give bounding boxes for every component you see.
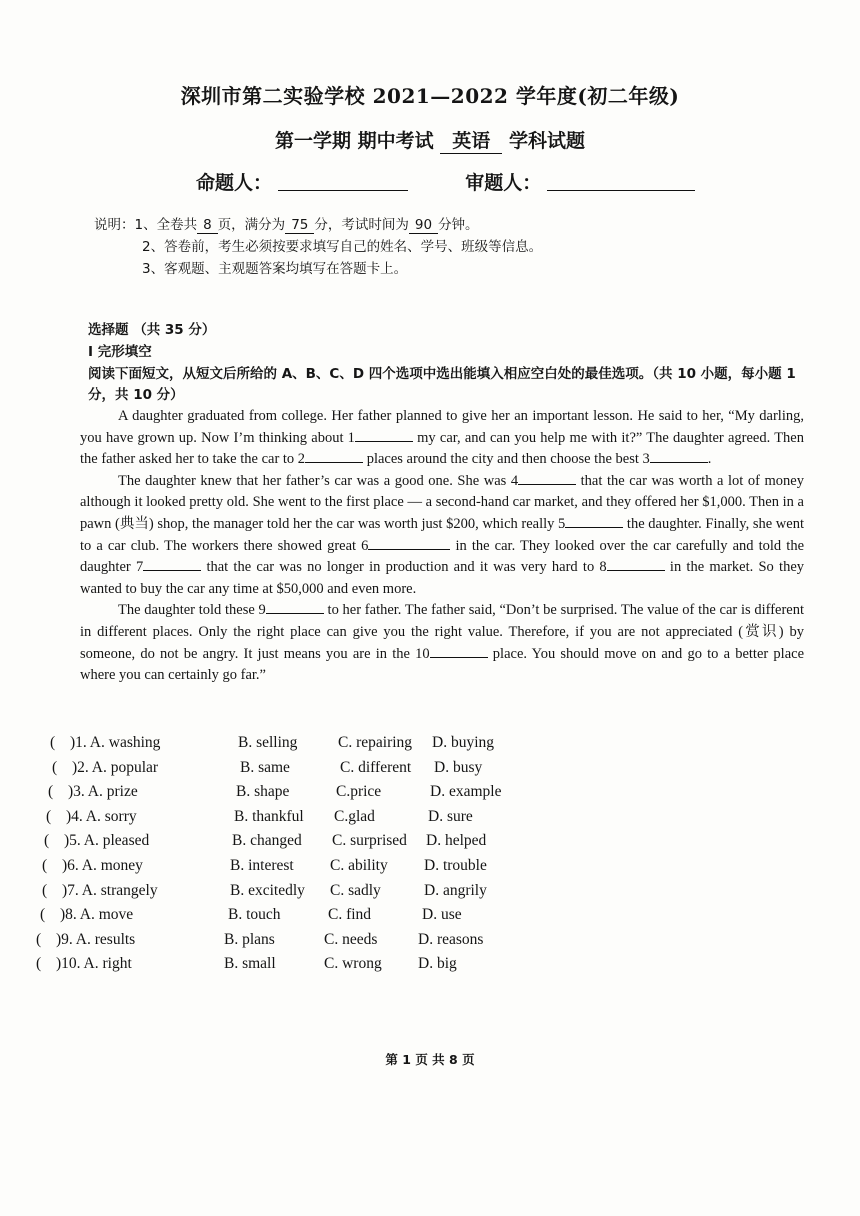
note-1-text: 说明：1、全卷共 [94,217,198,233]
passage-text: places around the city and then choose the best 3 [363,451,650,468]
option-a: )9. A. results [56,930,136,948]
option-c: C. wrong [324,955,382,973]
option-c: C. needs [324,930,378,948]
passage-text: in the car. They looked over the car carefully and told the daughter 7 [80,537,804,576]
option-c: C. find [328,906,372,924]
option-c: C.price [336,783,382,801]
note-1-text-c: 分，考试时间为 [314,217,409,233]
option-row [48,783,502,808]
exam-title: 深圳市第二实验学校 2021—2022 学年度(初二年级) [180,84,680,108]
option-c: C. ability [330,856,388,874]
option-b: B. thankful [234,807,304,825]
option-row [46,807,473,833]
option-a: )5. A. pleased [64,832,150,850]
option-a: )2. A. popular [72,758,159,776]
option-b: B. excitedly [230,881,305,899]
answer-blank [518,472,576,485]
option-row [50,734,494,759]
option-c: C.glad [334,807,375,825]
term-label: 第一学期 期中考试 [275,130,434,152]
setter-label: 命题人： [196,172,273,194]
option-d: D. use [422,906,462,924]
option-a: )1. A. washing [70,734,161,751]
option-row [40,906,462,931]
option-b: B. interest [230,856,294,874]
option-row [42,881,487,907]
option-d: D. helped [426,832,487,850]
option-a: )3. A. prize [68,783,138,801]
reviewer-label: 审题人： [465,172,542,194]
option-c: C. repairing [338,734,413,751]
option-row [42,856,487,882]
option-b: B. touch [228,906,281,924]
passage-text: that the car was worth a lot of money although it looked pretty old. She went to the first place — a second-hand car market, and they offered her $1,000. Then in a pawn (典当) shop, the manager told her the car was worth just $200, which really 5 [80,472,804,532]
option-c: C. sadly [330,881,381,899]
cloze-passage [80,406,804,687]
total-score: 75 [285,217,314,234]
passage-text: in the market. So they wanted to buy the car any time at $50,000 and even more. [80,559,805,597]
subject-suffix: 学科试题 [508,130,585,152]
option-a: )8. A. move [60,906,134,924]
page-footer: 第 1 页 共 8 页 [385,1052,475,1067]
option-d: D. trouble [424,856,487,874]
answer-paren: ( [36,955,42,973]
option-a: )6. A. money [62,856,143,874]
note-1-text-b: 页，满分为 [217,217,286,233]
note-1-text-d: 分钟。 [438,217,479,233]
answer-blank [305,450,363,463]
subject-name: 英语 [440,126,502,154]
paragraph-2 [80,471,804,601]
option-c: C. different [340,758,412,776]
time-limit: 90 [409,217,438,234]
option-b: B. plans [224,930,275,948]
option-row [36,930,484,956]
answer-paren: ( [50,734,56,751]
option-a: )4. A. sorry [66,807,137,825]
answer-options [36,734,502,980]
note-2: 2、答卷前，考生必须按要求填写自己的姓名、学号、班级等信息。 [142,239,543,255]
instruction: 阅读下面短文，从短文后所给的 A、B、C、D 四个选项中选出能填入相应空白处的最佳选项。（共 10 小题，每小题 1 分，共 10 分） [88,366,796,403]
answer-paren: ( [44,832,50,850]
reviewer-blank [547,190,695,191]
answer-blank [355,429,413,442]
option-c: C. surprised [332,832,407,850]
passage-text: . [707,451,712,468]
passage-text: to her father. The father said, “Don’t be surprised. The value of the car is different in different places. Only the right place can give you the right value. Therefore, if you are not appreciated (赏识) by someone, do not be angry. It just means you are in the 10 [80,602,805,662]
option-b: B. same [240,758,290,776]
setter-blank [278,190,408,191]
answer-blank [430,645,488,658]
passage-text: The daughter told these 9 [118,602,266,619]
answer-blank [650,450,708,463]
passage-text: A daughter graduated from college. Her father planned to give her an important lesson. He said to her, “My darling, you have grown up. Now I’m thinking about 1 [80,408,804,446]
answer-paren: ( [42,881,48,899]
passage-text: the daughter. Finally, she went to a car club. The workers there showed great 6 [80,515,804,554]
answer-blank [607,558,665,571]
option-row [36,955,457,980]
answer-paren: ( [42,856,48,874]
option-d: D. sure [428,807,473,825]
option-d: D. busy [434,758,483,776]
paragraph-3 [80,600,804,686]
exam-subtitle [0,126,860,154]
answer-paren: ( [48,783,54,801]
option-row [44,832,487,857]
option-d: D. buying [432,734,494,751]
part-heading: I 完形填空 [88,344,152,360]
answer-blank [565,515,623,528]
section-heading: 选择题 （共 35 分） [88,322,216,338]
answer-paren: ( [36,930,42,948]
note-3: 3、客观题、主观题答案均填写在答题卡上。 [142,261,408,277]
option-b: B. small [224,955,276,973]
option-d: D. reasons [418,930,484,948]
note-1 [94,214,542,236]
option-d: D. angrily [424,881,487,899]
answer-blank [368,537,450,550]
paragraph-1 [80,406,804,471]
option-b: B. shape [236,783,290,801]
option-a: )7. A. strangely [62,881,158,899]
option-b: B. changed [232,832,302,850]
answer-paren: ( [52,758,58,776]
option-a: )10. A. right [56,955,132,973]
option-d: D. example [430,783,502,801]
exam-notes [94,214,542,280]
option-d: D. big [418,955,457,973]
passage-text: The daughter knew that her father’s car was a good one. She was 4 [118,472,519,489]
page-count: 8 [197,217,218,234]
passage-text: place. You should move on and go to a better place where you can certainly go far.” [80,645,805,684]
passage-text: my car, and can you help me with it?” The daughter agreed. Then the father asked her to take the car to 2 [80,429,804,468]
answer-blank [143,558,201,571]
answer-paren: ( [40,906,46,924]
option-b: B. selling [238,734,298,751]
passage-text: that the car was no longer in production and it was very hard to 8 [201,559,607,576]
setter-line [196,168,695,195]
answer-blank [266,601,324,614]
answer-paren: ( [46,807,52,825]
